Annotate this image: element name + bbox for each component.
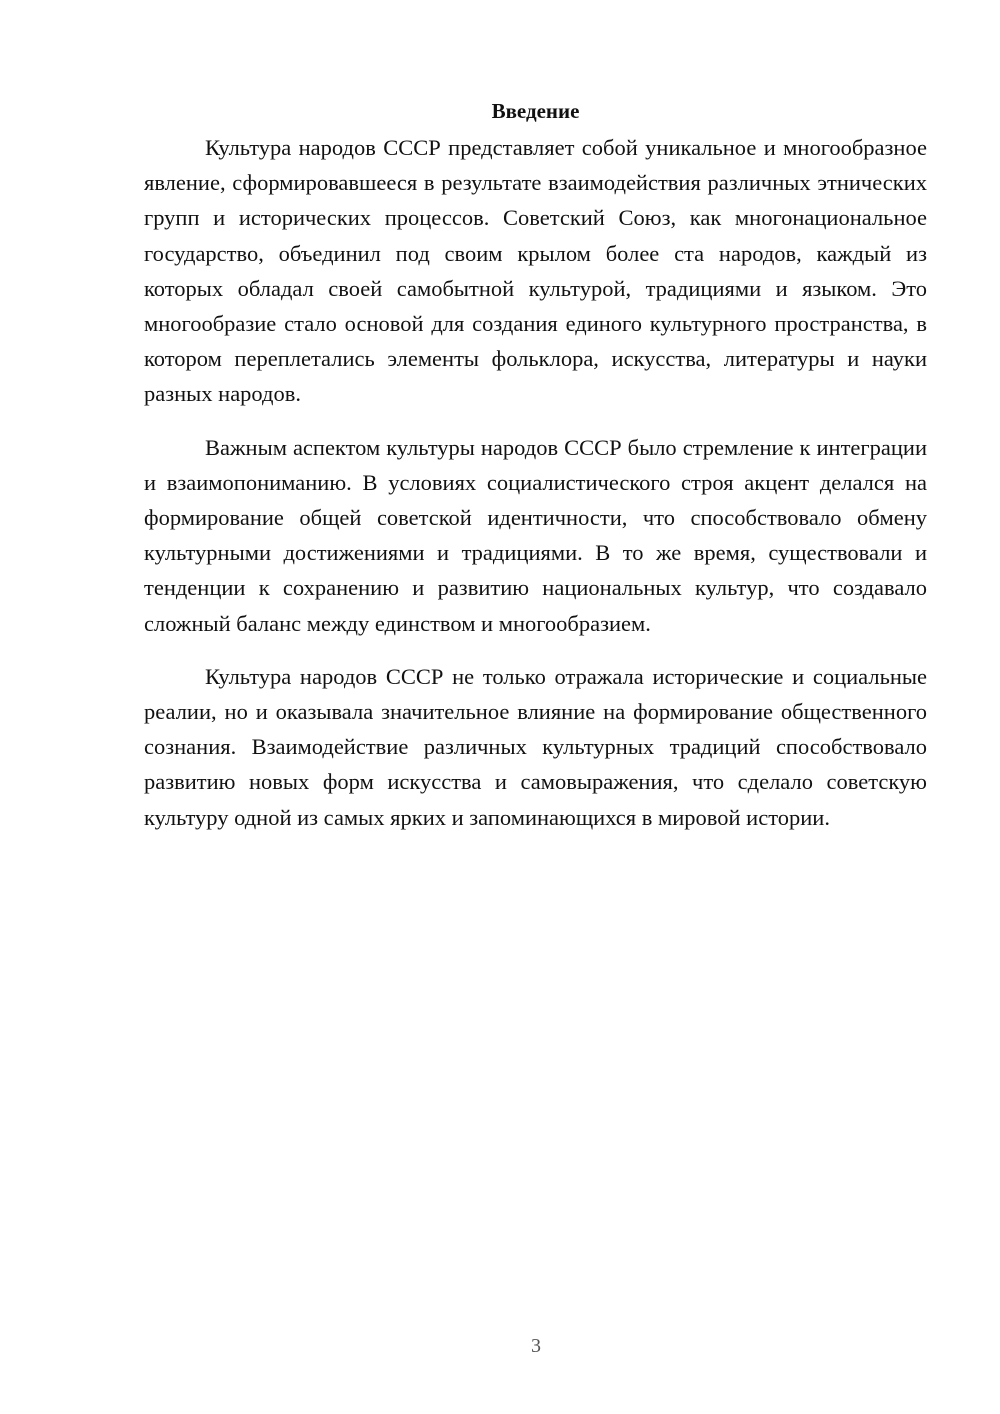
- page-number: 3: [531, 1335, 541, 1357]
- page-content: [144, 96, 927, 853]
- section-title: Введение: [491, 99, 580, 123]
- paragraph-1: Культура народов СССР представляет собой уникальное и многообразное явление, сформировавшееся в результате взаимодействия различных этнических групп и исторических процессов. Советский Союз, как многонациональное государство, объединил под своим крылом более ста народов, каждый из которых обладал своей самобытной культурой, традициями и языком. Это многообразие стало основой для создания единого культурного пространства, в котором переплетались элементы фольклора, искусства, литературы и науки разных народов.: [144, 135, 927, 407]
- paragraph-3: Культура народов СССР не только отражала исторические и социальные реалии, но и оказывала значительное влияние на формирование общественного сознания. Взаимодействие различных культурных традиций способствовало развитию новых форм искусства и самовыражения, что сделало советскую культуру одной из самых ярких и запоминающихся в мировой истории.: [144, 663, 927, 830]
- paragraph-2: Важным аспектом культуры народов СССР было стремление к интеграции и взаимопониманию. В условиях социалистического строя акцент делался на формирование общей советской идентичности, что способствовало обмену культурными достижениями и традициями. В то же время, существовали и тенденции к сохранению и развитию национальных культур, что создавало сложный баланс между единством и многообразием.: [144, 434, 927, 636]
